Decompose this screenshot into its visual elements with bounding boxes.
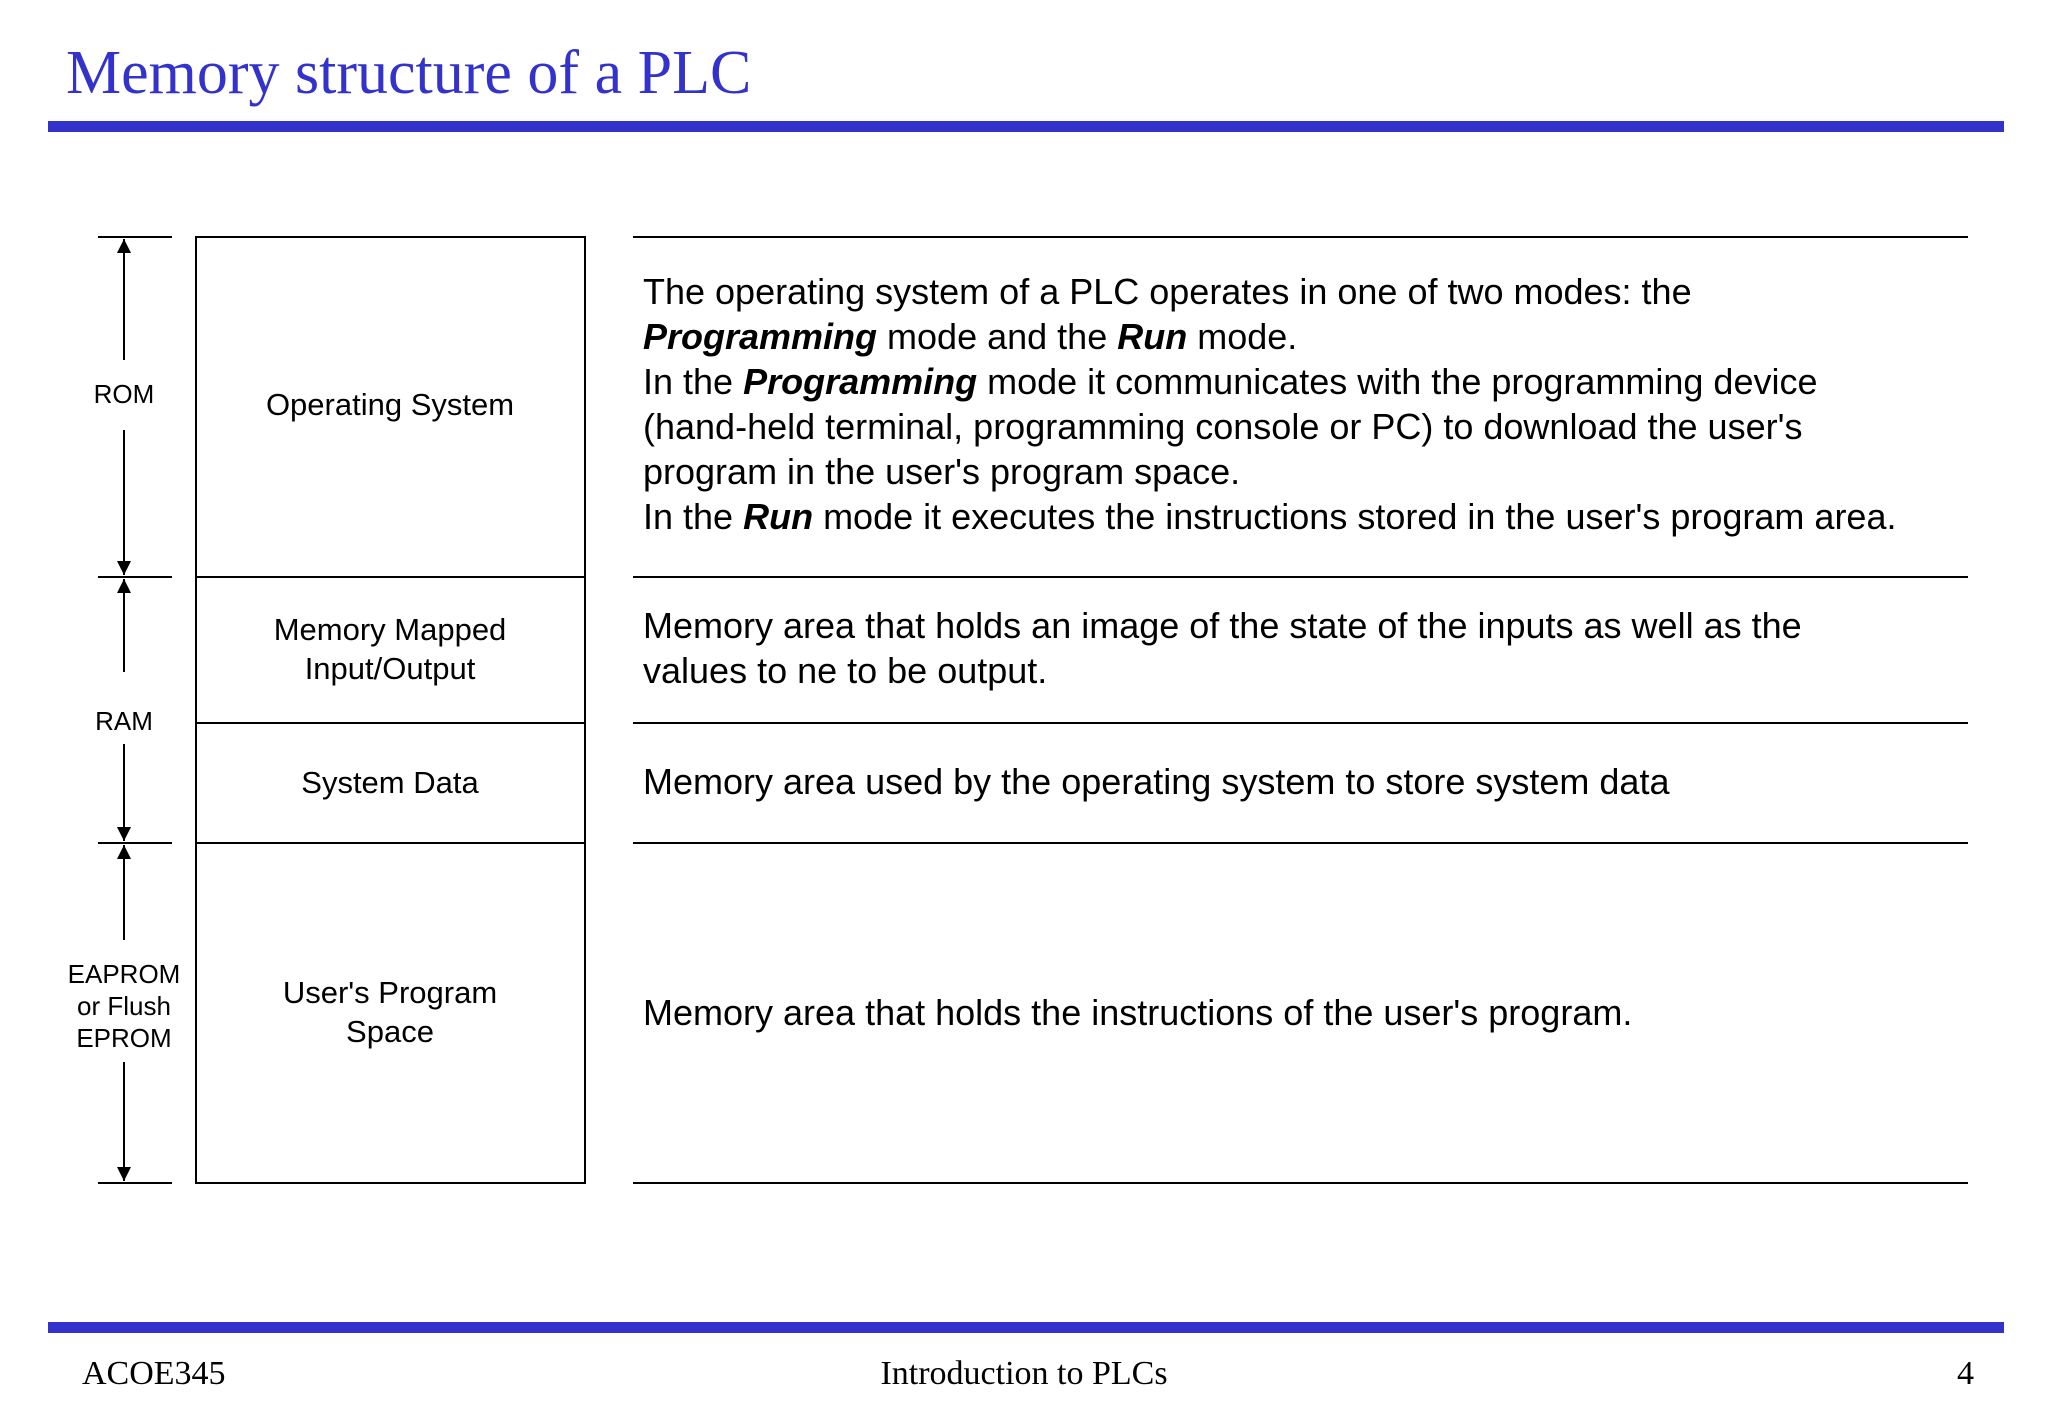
description-system-data: Memory area used by the operating system to store system data: [643, 761, 1670, 802]
block-operating-system: Operating System: [265, 387, 515, 422]
block-users-program-space: User's Program Space: [282, 975, 498, 1049]
description-operating-system: [643, 269, 1973, 539]
desc-os-line: program in the user's program space.: [643, 451, 1241, 492]
emphasis-run: Run: [743, 496, 814, 537]
block-system-data: System Data: [301, 765, 479, 800]
desc-os-line: (hand-held terminal, programming console or PC) to download the user's: [643, 406, 1803, 447]
block-memory-mapped-io: Memory Mapped Input/Output: [273, 612, 507, 686]
footer-course-code: ACOE345: [82, 1355, 226, 1392]
footer-rule: [48, 1322, 2004, 1333]
description-users-program: Memory area that holds the instructions of the user's program.: [643, 992, 1633, 1033]
memory-type-eaprom: EAPROM or Flush EPROM: [64, 958, 184, 1054]
desc-os-line: The operating system of a PLC operates in one of two modes: the: [643, 271, 1692, 312]
footer-title: Introduction to PLCs: [880, 1355, 1168, 1392]
desc-os-line: Programming mode and the Run mode.: [643, 316, 1298, 357]
memory-type-rom: ROM: [64, 378, 184, 410]
page-number: 4: [1957, 1355, 1974, 1392]
emphasis-run: Run: [1117, 316, 1188, 357]
desc-os-line: In the Run mode it executes the instructions stored in the user's program area.: [643, 496, 1897, 537]
slide-title: Memory structure of a PLC: [66, 39, 752, 107]
emphasis-programming: Programming: [643, 316, 878, 357]
memory-type-ram: RAM: [64, 705, 184, 737]
emphasis-programming: Programming: [743, 361, 978, 402]
desc-os-line: In the Programming mode it communicates with the programming device: [643, 361, 1818, 402]
description-memory-mapped-io: Memory area that holds an image of the state of the inputs as well as the values to ne to be output.: [643, 605, 1802, 691]
